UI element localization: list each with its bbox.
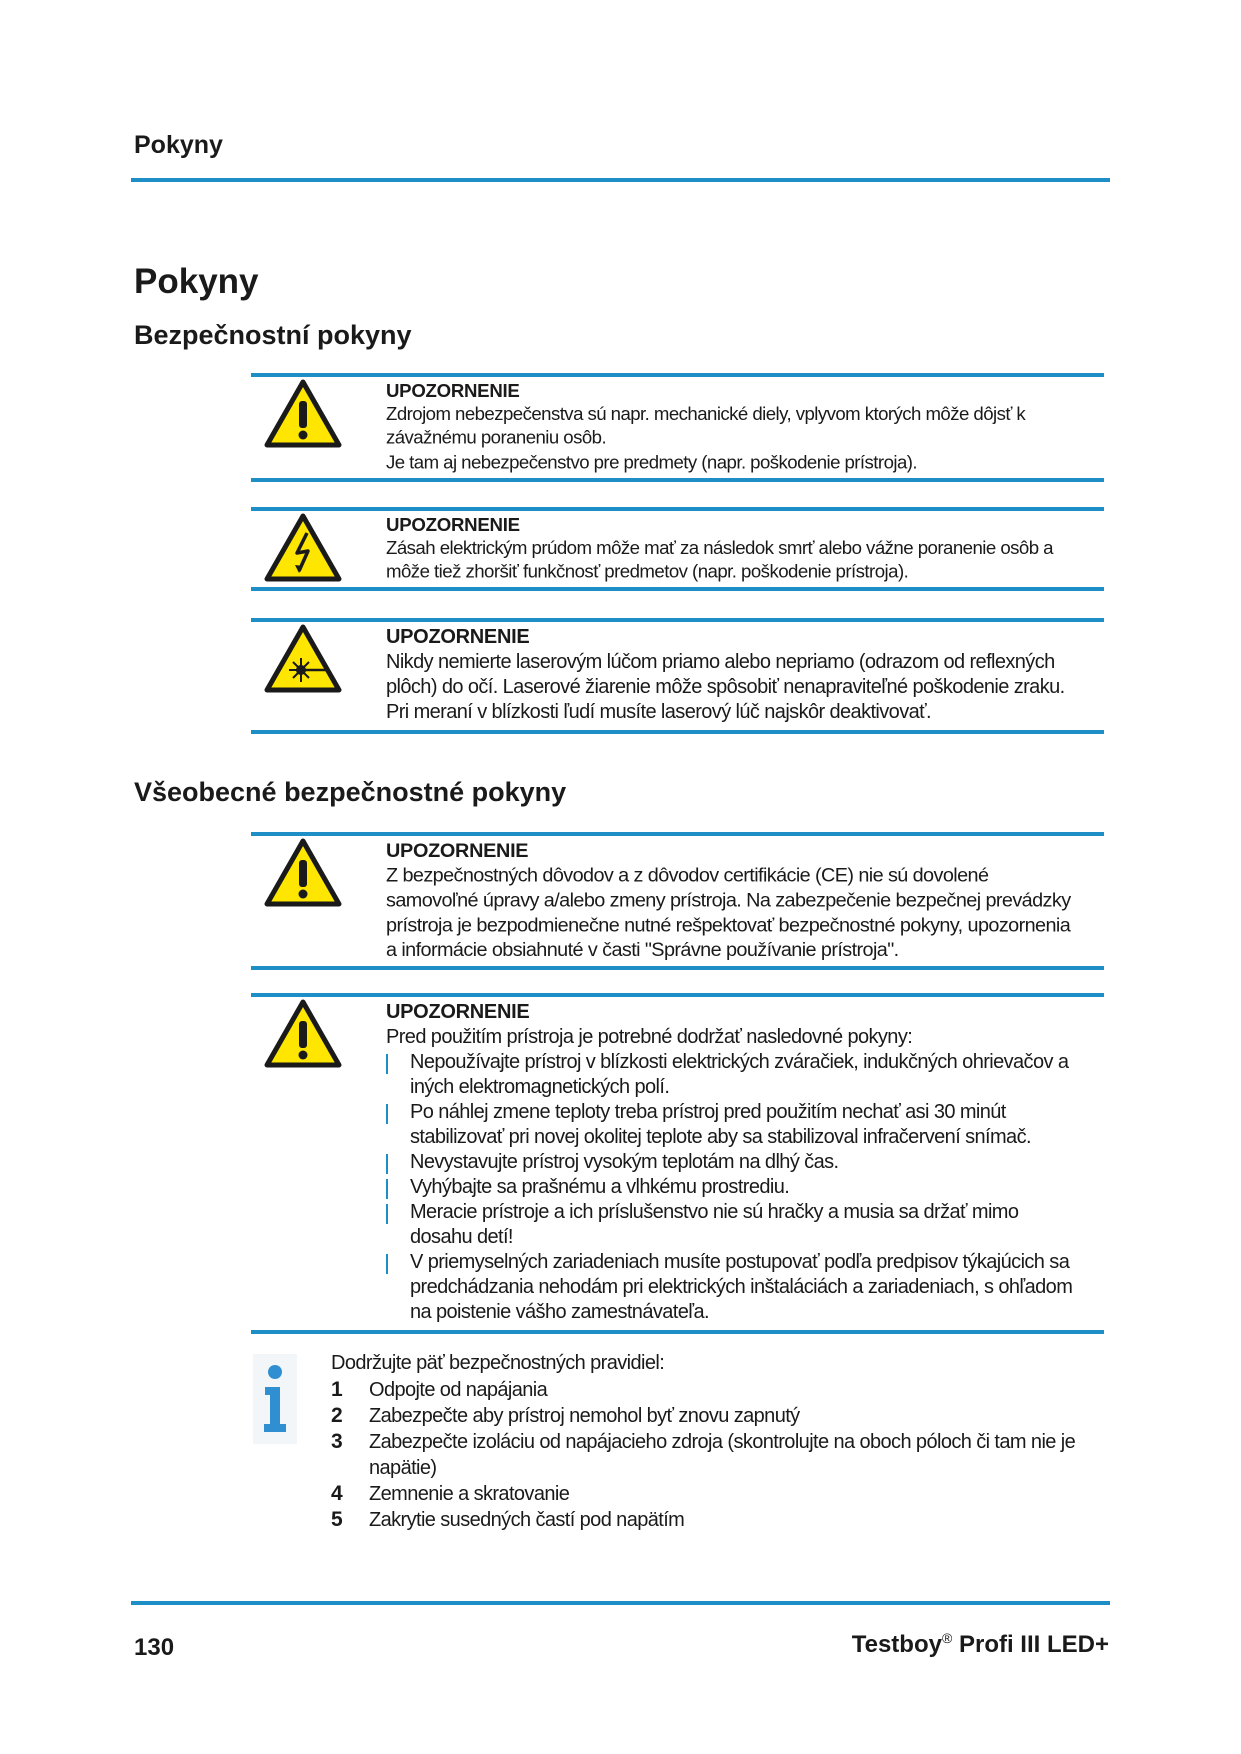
list-item: Meracie prístroje a ich príslušenstvo nie sú hračky a musia sa držať mimo dosahu detí!	[386, 1200, 1084, 1250]
warning-title: UPOZORNENIE	[386, 839, 529, 862]
warning-content	[386, 514, 1084, 584]
running-header: Pokyny	[134, 131, 223, 159]
page-number: 130	[134, 1634, 175, 1661]
warning-intro: Pred použitím prístroja je potrebné dodržať nasledovné pokyny:	[386, 1026, 913, 1048]
list-item: V priemyselných zariadeniach musíte postupovať podľa predpisov týkajúcich sa predchádzania nehodám pri elektrických inštaláciách a zariadeniach, s ohľadom na poistenie vášho zamestnávateľa.	[386, 1250, 1084, 1325]
footer-rule	[131, 1601, 1110, 1605]
warning-content	[386, 1000, 1084, 1325]
warning-exclamation-icon	[264, 379, 342, 449]
warning-text: Zásah elektrickým prúdom môže mať za následok smrť alebo vážne poranenie osôb a môže tiež zhoršiť funkčnosť predmetov (napr. poškodenie prístroja).	[386, 538, 1054, 583]
bullet-bar	[386, 1054, 388, 1074]
warning-content	[386, 625, 1084, 725]
list-item: 4 Zemnenie a skratovanie	[331, 1482, 570, 1505]
laser-radiation-icon	[264, 624, 342, 694]
bullet-bar	[386, 1179, 388, 1199]
list-item: 2 Zabezpečte aby prístroj nemohol byť znovu zapnutý	[331, 1404, 800, 1427]
page-title: Pokyny	[134, 262, 259, 301]
list-item: Nevystavujte prístroj vysokým teplotám na dlhý čas.	[386, 1150, 1084, 1175]
warning-exclamation-icon	[264, 999, 342, 1069]
model-name: Profi III LED+	[958, 1631, 1109, 1658]
warning-content	[386, 839, 1084, 963]
list-item: Vyhýbajte sa prašnému a vlhkému prostrediu.	[386, 1175, 1084, 1200]
list-item: Nepoužívajte prístroj v blízkosti elektrických zváračiek, indukčných ohrievačov a iných elektromagnetických polí.	[386, 1050, 1084, 1100]
warning-exclamation-icon	[264, 838, 342, 908]
section-heading-safety: Bezpečnostní pokyny	[134, 320, 412, 350]
precaution-list	[386, 1050, 1084, 1325]
list-item: Po náhlej zmene teploty treba prístroj pred použitím nechať asi 30 minút stabilizovať pri novej okolitej teplote aby sa stabilizoval infračervení snímač.	[386, 1100, 1084, 1150]
warning-box	[251, 373, 1104, 482]
warning-title: UPOZORNENIE	[386, 514, 520, 536]
warning-box	[251, 618, 1104, 734]
footer-brand	[852, 1630, 1109, 1659]
warning-title: UPOZORNENIE	[386, 380, 520, 402]
bullet-bar	[386, 1254, 388, 1274]
info-icon	[253, 1354, 297, 1444]
list-item: 5 Zakrytie susedných častí pod napätím	[331, 1508, 685, 1531]
warning-text: Z bezpečnostných dôvodov a z dôvodov certifikácie (CE) nie sú dovolené samovoľné úpravy a/alebo zmeny prístroja. Na zabezpečenie bezpečnej prevádzky prístroja je bezpodmienečne nutné rešpektovať bezpečnostné pokyny, upozornenia a informácie obsiahnuté v časti "Správne používanie prístroja".	[386, 864, 1071, 962]
bullet-bar	[386, 1154, 388, 1174]
safety-rules-list	[331, 1377, 1101, 1533]
warning-title: UPOZORNENIE	[386, 1001, 530, 1023]
info-box	[251, 1350, 1101, 1550]
list-item: 1 Odpojte od napájania	[331, 1378, 548, 1401]
bullet-bar	[386, 1204, 388, 1224]
warning-text: Je tam aj nebezpečenstvo pre predmety (napr. poškodenie prístroja).	[386, 452, 918, 474]
electric-shock-icon	[264, 513, 342, 583]
warning-text: Zdrojom nebezpečenstva sú napr. mechanické diely, vplyvom ktorých môže dôjsť k závažnému poraneniu osôb.	[386, 404, 1026, 448]
list-item: 3 Zabezpečte izoláciu od napájacieho zdroja (skontrolujte na oboch póloch či tam nie je napätie)	[331, 1430, 1076, 1479]
header-rule	[131, 178, 1110, 182]
warning-text: Nikdy nemierte laserovým lúčom priamo alebo nepriamo (odrazom od reflexných plôch) do očí. Laserové žiarenie môže spôsobiť nenapraviteľné poškodenie zraku. Pri meraní v blízkosti ľudí musíte laserový lúč najskôr deaktivovať.	[386, 651, 1065, 723]
info-lead: Dodržujte päť bezpečnostných pravidiel:	[331, 1352, 665, 1374]
warning-box	[251, 993, 1104, 1334]
brand-name: Testboy	[851, 1631, 942, 1658]
warning-box	[251, 832, 1104, 970]
info-content	[331, 1350, 1101, 1533]
warning-content	[386, 380, 1084, 475]
registered-mark: ®	[941, 1630, 953, 1646]
warning-box	[251, 507, 1104, 591]
warning-title: UPOZORNENIE	[386, 626, 530, 648]
section-heading-general: Všeobecné bezpečnostné pokyny	[134, 777, 567, 807]
bullet-bar	[386, 1104, 388, 1124]
